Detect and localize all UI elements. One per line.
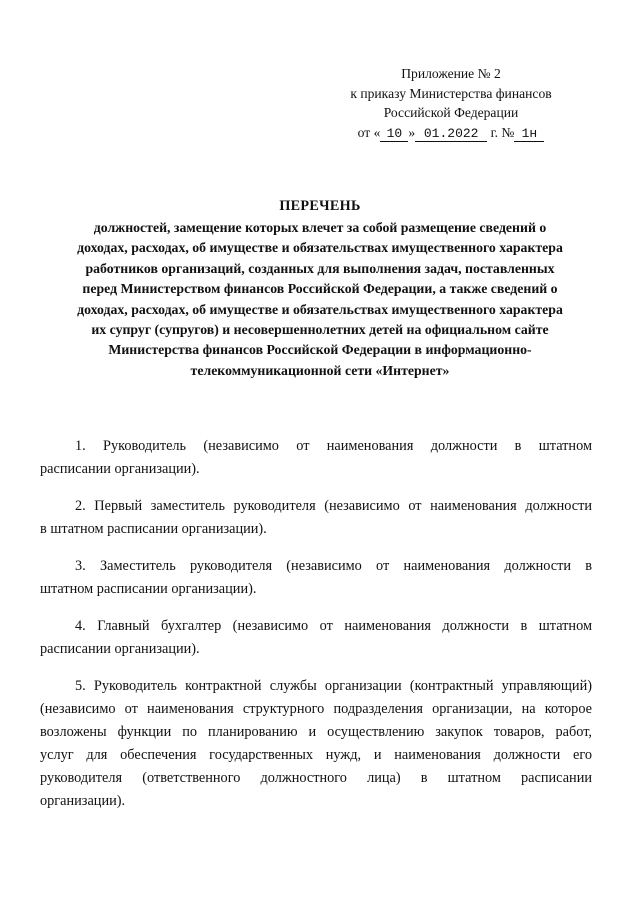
subtitle-line: работников организаций, созданных для выполнения задач, поставленных	[85, 260, 555, 276]
item-line: расписании организации).	[40, 461, 200, 477]
date-month-year: 01.2022	[415, 127, 487, 142]
subtitle-line: Министерства финансов Российской Федерации в информационно-	[108, 342, 532, 358]
subtitle-line: доходах, расходах, об имуществе и обязательствах имущественного характера	[77, 301, 563, 317]
item-line: (независимо от наименования структурного подразделения организации, на которое	[40, 701, 592, 717]
list-item	[40, 675, 592, 813]
appendix-title: Приложение № 2	[401, 66, 501, 81]
item-line: штатном расписании организации).	[40, 581, 257, 597]
date-year-suffix: г. №	[490, 124, 515, 140]
subtitle-line: их супруг (супругов) и несовершеннолетних детей на официальном сайте	[91, 322, 549, 338]
list-item	[40, 435, 592, 481]
appendix-order-ref: к приказу Министерства финансов	[350, 85, 552, 101]
subtitle-line: доходах, расходах, об имуществе и обязательствах имущественного характера	[77, 240, 563, 256]
item-line: расписании организации).	[40, 641, 200, 657]
item-line: организации).	[40, 793, 126, 809]
item-line: 2. Первый заместитель руководителя (независимо от наименования должности	[75, 498, 592, 514]
appendix-header	[320, 64, 582, 142]
appendix-date-line	[320, 123, 582, 143]
subtitle-line: телекоммуникационной сети «Интернет»	[190, 362, 450, 378]
order-number: 1н	[514, 127, 544, 142]
date-prefix: от «	[357, 124, 381, 140]
appendix-ministry: Российской Федерации	[383, 105, 519, 120]
item-line: возложены функции по планированию и осуществлению закупок товаров, работ,	[40, 724, 592, 740]
list-item	[40, 555, 592, 601]
item-line: в штатном расписании организации).	[40, 521, 267, 537]
list-item	[40, 615, 592, 661]
subtitle-line: должностей, замещение которых влечет за собой размещение сведений о	[93, 220, 547, 235]
date-day: 10	[380, 127, 408, 142]
item-line: 5. Руководитель контрактной службы организации (контрактный управляющий)	[75, 678, 592, 694]
document-subtitle	[48, 218, 592, 381]
subtitle-line: перед Министерством финансов Российской Федерации, а также сведений о	[82, 281, 558, 297]
item-line: руководителя (ответственного должностного лица) в штатном расписании	[40, 770, 592, 786]
date-day-close: »	[408, 124, 416, 140]
item-line: 1. Руководитель (независимо от наименования должности в штатном	[75, 438, 592, 454]
item-line: услуг для обеспечения государственных нужд, и наименования должности его	[40, 747, 592, 763]
item-line: 4. Главный бухгалтер (независимо от наименования должности в штатном	[75, 618, 592, 634]
item-line: 3. Заместитель руководителя (независимо от наименования должности в	[75, 558, 592, 574]
list-item	[40, 495, 592, 541]
document-title: ПЕРЕЧЕНЬ	[279, 198, 361, 214]
positions-list	[40, 435, 592, 827]
